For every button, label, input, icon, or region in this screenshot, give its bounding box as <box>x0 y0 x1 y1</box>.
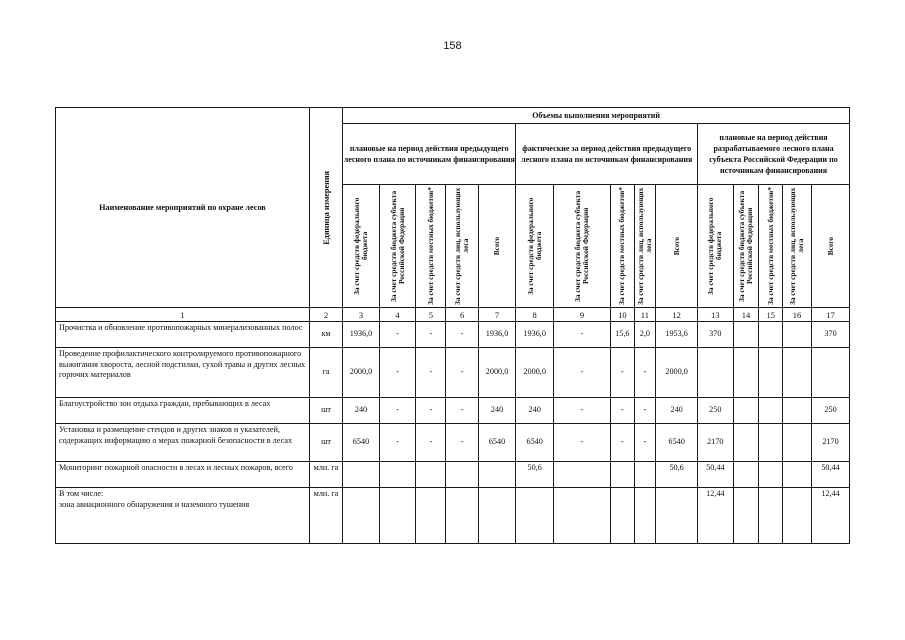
group-header-planned-new: плановые на период действия разрабатываемого лесного плана субъекта Российской Федерации по источникам финансирования <box>698 124 850 185</box>
subheader-local: За счет средств местных бюджетов* <box>759 185 783 308</box>
value-cell: - <box>379 322 416 348</box>
column-numbers-row <box>56 308 850 322</box>
value-cell <box>783 348 812 398</box>
value-cell: 2170 <box>812 424 850 462</box>
group-header-planned-previous: плановые на период действия предыдущего лесного плана по источникам финансирования <box>343 124 516 185</box>
activity-name: В том числе: зона авиационного обнаружения и наземного тушения <box>56 488 310 544</box>
value-cell: 370 <box>698 322 733 348</box>
value-cell: 240 <box>478 398 516 424</box>
value-cell: - <box>446 424 478 462</box>
table-row <box>56 488 850 544</box>
value-cell: - <box>610 348 634 398</box>
value-cell <box>446 462 478 488</box>
value-cell <box>733 424 759 462</box>
value-cell: 2000,0 <box>343 348 380 398</box>
page-number: 158 <box>443 40 462 52</box>
volumes-header: Объемы выполнения мероприятий <box>343 108 850 124</box>
value-cell <box>610 488 634 544</box>
value-cell: 2000,0 <box>478 348 516 398</box>
subheader-local: За счет средств местных бюджетов* <box>610 185 634 308</box>
column-number: 16 <box>783 308 812 322</box>
subheader-total: Всего <box>656 185 698 308</box>
value-cell: - <box>610 398 634 424</box>
value-cell: - <box>634 424 656 462</box>
value-cell <box>759 424 783 462</box>
column-number: 10 <box>610 308 634 322</box>
subheader-federal: За счет средств федерального бюджета <box>698 185 733 308</box>
column-number: 1 <box>56 308 310 322</box>
table-row <box>56 322 850 348</box>
value-cell: - <box>416 424 446 462</box>
value-cell: 50,44 <box>698 462 733 488</box>
value-cell: 2,0 <box>634 322 656 348</box>
value-cell: - <box>553 348 610 398</box>
unit-cell: шт <box>309 398 342 424</box>
table-row <box>56 462 850 488</box>
name-column-header: Наименование мероприятий по охране лесов <box>56 108 310 308</box>
subheader-total: Всего <box>478 185 516 308</box>
value-cell <box>733 398 759 424</box>
value-cell: 1936,0 <box>516 322 554 348</box>
value-cell: 50,6 <box>516 462 554 488</box>
value-cell: 2170 <box>698 424 733 462</box>
value-cell: 6540 <box>516 424 554 462</box>
unit-cell: млн. га <box>309 488 342 544</box>
value-cell: 50,6 <box>656 462 698 488</box>
value-cell <box>759 348 783 398</box>
value-cell: - <box>634 398 656 424</box>
value-cell: 6540 <box>343 424 380 462</box>
value-cell <box>783 322 812 348</box>
value-cell <box>634 488 656 544</box>
value-cell: 2000,0 <box>656 348 698 398</box>
value-cell <box>783 424 812 462</box>
unit-column-header: Единица измерения <box>309 108 342 308</box>
value-cell: 250 <box>812 398 850 424</box>
unit-cell: км <box>309 322 342 348</box>
column-number: 7 <box>478 308 516 322</box>
value-cell <box>783 398 812 424</box>
value-cell <box>379 488 416 544</box>
column-number: 4 <box>379 308 416 322</box>
value-cell <box>733 322 759 348</box>
value-cell <box>379 462 416 488</box>
value-cell <box>759 488 783 544</box>
value-cell <box>343 488 380 544</box>
value-cell: - <box>553 322 610 348</box>
table-row <box>56 424 850 462</box>
subheader-total: Всего <box>812 185 850 308</box>
value-cell: - <box>379 348 416 398</box>
value-cell: 240 <box>656 398 698 424</box>
value-cell: - <box>610 424 634 462</box>
value-cell <box>759 398 783 424</box>
column-number: 3 <box>343 308 380 322</box>
subheader-regional: За счет средств бюджета субъекта Российской Федерации <box>379 185 416 308</box>
value-cell: - <box>446 322 478 348</box>
value-cell <box>733 462 759 488</box>
value-cell <box>516 488 554 544</box>
value-cell: 2000,0 <box>516 348 554 398</box>
value-cell <box>416 488 446 544</box>
activity-name: Установка и размещение стендов и других знаков и указателей, содержащих информацию о мерах пожарной безопасности в лесах <box>56 424 310 462</box>
value-cell: 250 <box>698 398 733 424</box>
value-cell: - <box>379 424 416 462</box>
column-number: 17 <box>812 308 850 322</box>
column-number: 11 <box>634 308 656 322</box>
value-cell <box>733 348 759 398</box>
value-cell: 15,6 <box>610 322 634 348</box>
value-cell: - <box>553 424 610 462</box>
column-number: 5 <box>416 308 446 322</box>
value-cell: 240 <box>343 398 380 424</box>
value-cell <box>478 488 516 544</box>
value-cell <box>759 322 783 348</box>
value-cell <box>812 348 850 398</box>
value-cell: 370 <box>812 322 850 348</box>
value-cell <box>783 462 812 488</box>
column-number: 8 <box>516 308 554 322</box>
value-cell <box>553 462 610 488</box>
value-cell <box>656 488 698 544</box>
column-number: 14 <box>733 308 759 322</box>
table-row <box>56 398 850 424</box>
activity-name: Благоустройство зон отдыха граждан, пребывающих в лесах <box>56 398 310 424</box>
column-number: 15 <box>759 308 783 322</box>
value-cell: - <box>379 398 416 424</box>
value-cell <box>610 462 634 488</box>
unit-cell: шт <box>309 424 342 462</box>
value-cell <box>733 488 759 544</box>
subheader-regional: За счет средств бюджета субъекта Российской Федерации <box>733 185 759 308</box>
subheader-federal: За счет средств федерального бюджета <box>516 185 554 308</box>
value-cell <box>698 348 733 398</box>
forest-protection-table <box>55 107 850 544</box>
activity-name: Прочистка и обновление противопожарных минерализованных полос <box>56 322 310 348</box>
value-cell <box>634 462 656 488</box>
activity-name: Мониторинг пожарной опасности в лесах и лесных пожаров, всего <box>56 462 310 488</box>
column-number: 13 <box>698 308 733 322</box>
value-cell: - <box>553 398 610 424</box>
value-cell <box>416 462 446 488</box>
value-cell <box>343 462 380 488</box>
unit-cell: млн. га <box>309 462 342 488</box>
value-cell <box>553 488 610 544</box>
value-cell <box>478 462 516 488</box>
value-cell: 240 <box>516 398 554 424</box>
subheader-forest-users: За счет средств лиц, использующих леса <box>783 185 812 308</box>
value-cell <box>783 488 812 544</box>
value-cell: - <box>634 348 656 398</box>
table-row <box>56 348 850 398</box>
subheader-federal: За счет средств федерального бюджета <box>343 185 380 308</box>
activity-name: Проведение профилактического контролируемого противопожарного выжигания хвороста, лесной подстилки, сухой травы и других лесных горючих материалов <box>56 348 310 398</box>
value-cell: - <box>416 322 446 348</box>
column-number: 9 <box>553 308 610 322</box>
group-header-actual-previous: фактические за период действия предыдущего лесного плана по источникам финансирования <box>516 124 698 185</box>
unit-cell: га <box>309 348 342 398</box>
value-cell: 1936,0 <box>478 322 516 348</box>
subheader-regional: За счет средств бюджета субъекта Российской Федерации <box>553 185 610 308</box>
subheader-forest-users: За счет средств лиц, использующих леса <box>446 185 478 308</box>
value-cell: 1936,0 <box>343 322 380 348</box>
value-cell <box>446 488 478 544</box>
value-cell <box>759 462 783 488</box>
value-cell: 50,44 <box>812 462 850 488</box>
subheader-local: За счет средств местных бюджетов* <box>416 185 446 308</box>
value-cell: 12,44 <box>812 488 850 544</box>
value-cell: - <box>416 348 446 398</box>
column-number: 6 <box>446 308 478 322</box>
subheader-forest-users: За счет средств лиц, использующих леса <box>634 185 656 308</box>
value-cell: 6540 <box>656 424 698 462</box>
value-cell: 12,44 <box>698 488 733 544</box>
value-cell: - <box>446 398 478 424</box>
value-cell: - <box>416 398 446 424</box>
column-number: 2 <box>309 308 342 322</box>
value-cell: 1953,6 <box>656 322 698 348</box>
value-cell: 6540 <box>478 424 516 462</box>
value-cell: - <box>446 348 478 398</box>
column-number: 12 <box>656 308 698 322</box>
